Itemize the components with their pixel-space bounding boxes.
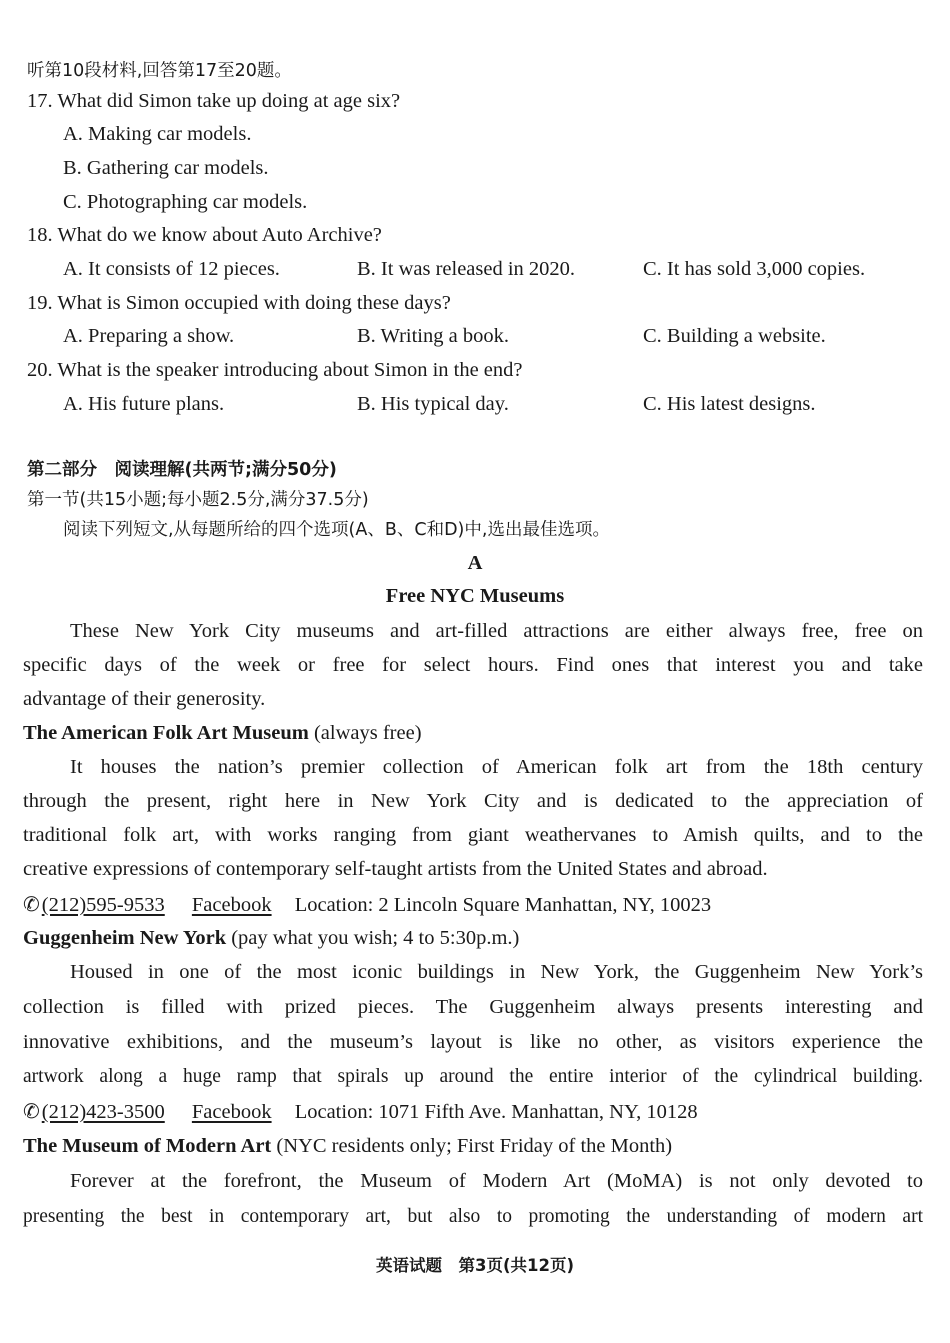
question-20-option-c: C. His latest designs. [643, 393, 816, 415]
question-19-option-a: A. Preparing a show. [63, 325, 235, 347]
museum-1-line-1: It houses the nation’s premier collection of American folk art from the 18th century [70, 756, 923, 778]
phone-icon: ✆ [23, 892, 40, 916]
phone-icon: ✆ [23, 1099, 40, 1123]
museum-1-name: The American Folk Art Museum [23, 722, 309, 744]
question-18-option-b: B. It was released in 2020. [357, 258, 576, 280]
museum-3-line-2: presenting the best in contemporary art, but also to promoting the understanding of modern art [23, 1206, 923, 1227]
museum-2-location: Location: 1071 Fifth Ave. Manhattan, NY, 10128 [294, 1101, 698, 1123]
museum-2-line-1: Housed in one of the most iconic buildings in New York, the Guggenheim New York’s [70, 961, 923, 983]
museum-3-note: (NYC residents only; First Friday of the Month) [276, 1135, 673, 1157]
museum-1-heading [23, 720, 422, 746]
question-18: 18. What do we know about Auto Archive? [27, 224, 382, 246]
intro-line-3: advantage of their generosity. [23, 688, 266, 710]
museum-2-line-2: collection is filled with prized pieces. The Guggenheim always presents interesting and [23, 996, 923, 1018]
passage-letter: A [467, 552, 483, 574]
museum-2-name: Guggenheim New York [23, 927, 227, 949]
museum-2-phone[interactable]: (212)423-3500 [41, 1101, 165, 1123]
museum-3-line-1: Forever at the forefront, the Museum of Modern Art (MoMA) is not only devoted to [70, 1170, 923, 1192]
museum-2-heading [23, 925, 519, 951]
museum-1-location: Location: 2 Lincoln Square Manhattan, NY, 10023 [294, 894, 712, 916]
question-17-option-c: C. Photographing car models. [63, 191, 308, 213]
question-17-option-b: B. Gathering car models. [63, 157, 269, 179]
museum-2-facebook-link[interactable]: Facebook [191, 1101, 272, 1123]
question-19-option-b: B. Writing a book. [357, 325, 509, 347]
question-19-option-c: C. Building a website. [643, 325, 826, 347]
museum-1-note: (always free) [313, 722, 422, 744]
museum-1-line-2: through the present, right here in New York City and is dedicated to the appreciation of [23, 790, 923, 812]
museum-1-line-4: creative expressions of contemporary self-taught artists from the United States and abroad. [23, 858, 768, 880]
question-18-option-c: C. It has sold 3,000 copies. [643, 258, 866, 280]
museum-1-phone[interactable]: (212)595-9533 [41, 894, 165, 916]
museum-3-name: The Museum of Modern Art [23, 1135, 272, 1157]
intro-line-2: specific days of the week or free for select hours. Find ones that interest you and take [23, 654, 923, 676]
page-footer: 英语试题 第3页(共12页) [375, 1256, 575, 1275]
question-20: 20. What is the speaker introducing about Simon in the end? [27, 359, 523, 381]
part2-heading: 第二部分 阅读理解(共两节;满分50分) [27, 460, 337, 480]
question-20-option-b: B. His typical day. [357, 393, 509, 415]
question-20-option-a: A. His future plans. [63, 393, 225, 415]
question-17: 17. What did Simon take up doing at age six? [27, 90, 401, 112]
museum-2-note: (pay what you wish; 4 to 5:30p.m.) [231, 927, 520, 949]
question-17-option-a: A. Making car models. [63, 123, 252, 145]
passage-title: Free NYC Museums [385, 585, 565, 607]
intro-line-1: These New York City museums and art-filled attractions are either always free, free on [70, 620, 923, 642]
museum-3-heading [23, 1133, 672, 1159]
listening-instruction: 听第10段材料,回答第17至20题。 [27, 61, 292, 81]
museum-2-contact [23, 1098, 698, 1125]
museum-1-line-3: traditional folk art, with works ranging from giant weathervanes to Amish quilts, and to the [23, 824, 923, 846]
museum-2-line-4: artwork along a huge ramp that spirals up around the entire interior of the cylindrical building. [23, 1066, 923, 1087]
question-18-option-a: A. It consists of 12 pieces. [63, 258, 280, 280]
museum-1-facebook-link[interactable]: Facebook [191, 894, 272, 916]
museum-1-contact [23, 891, 711, 918]
question-19: 19. What is Simon occupied with doing these days? [27, 292, 451, 314]
section1-heading: 第一节(共15小题;每小题2.5分,满分37.5分) [27, 490, 369, 510]
reading-instruction: 阅读下列短文,从每题所给的四个选项(A、B、C和D)中,选出最佳选项。 [63, 520, 610, 540]
museum-2-line-3: innovative exhibitions, and the museum’s layout is like no other, as visitors experience the [23, 1031, 923, 1053]
